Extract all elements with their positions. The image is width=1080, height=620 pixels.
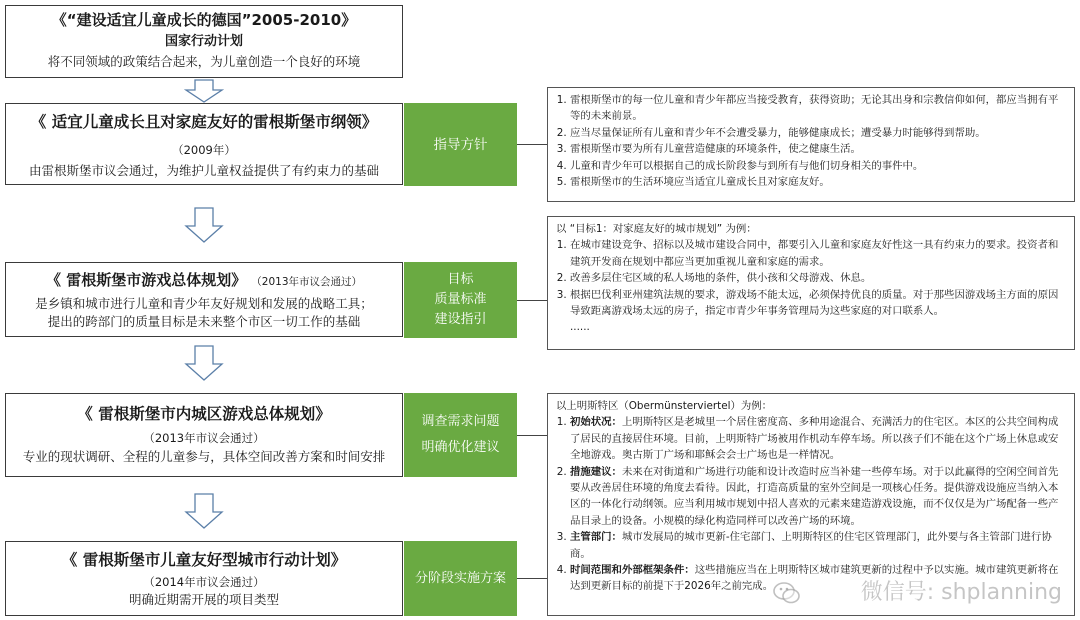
detail-ellipsis: ...... [570,321,590,334]
label-phased-implementation [404,541,517,616]
item-text: 上明斯特区是老城里一个居住密度高、多种用途混合、充满活力的住宅区。本区的公共空间构成了居民的直接居住环境。目前，上明斯特广场被用作机动车停车场。所以孩子们不能在这个广场上休息或安全地游戏。奥古斯丁广场和耶稣会会士广场也是一样情况。 [570,416,1059,462]
list-item [570,529,1066,562]
label-survey-suggestions [404,393,517,477]
down-arrow-icon [184,79,224,103]
goals-list [556,237,1066,319]
principles-list [556,92,1066,190]
down-arrow-icon [184,345,224,381]
label-text: 明确优化建议 [421,440,500,455]
detail-lead: 以 “目标1：对家庭友好的城市规划” 为例： [556,223,757,235]
list-item: 4. 儿童和青少年可以根据自己的成长阶段参与到所有与他们切身相关的事件中。 [570,158,1066,174]
item-key: 时间范围和外部框架条件： [570,564,695,577]
label-text: 指导方针 [433,136,488,153]
connector-line [517,435,547,436]
list-item: 3. 根据巴伐利亚州建筑法规的要求，游戏场不能太远，必须保持优良的质量。对于那些因游戏场主方面的原因导致距离游戏场太远的房子，指定市青少年事务管理局为这些家庭的对口联系人。 [570,287,1066,320]
down-arrow-icon [184,493,224,529]
label-text: 调查需求问题 [421,414,500,429]
label-text: 建设指引 [434,312,487,327]
list-item: 2. 应当尽量保证所有儿童和青少年不会遭受暴力，能够健康成长；遭受暴力时能够得到帮助。 [570,125,1066,141]
plan-description: 由雷根斯堡市议会通过，为维护儿童权益提供了有约束力的基础 [28,163,379,178]
connector-line [517,144,547,145]
item-key: 措施建议： [570,465,622,478]
plan-date: （2009年） [172,143,236,157]
list-item [570,464,1066,530]
plan-box-game-master [5,262,403,337]
list-item: 2. 改善多层住宅区域的私人场地的条件，供小孩和父母游戏、休息。 [570,270,1066,286]
plan-subtitle: 国家行动计划 [164,34,243,49]
list-item: 3. 雷根斯堡市要为所有儿童营造健康的环境条件，使之健康生活。 [570,141,1066,157]
plan-date: （2013年市议会通过） [143,431,265,445]
plan-title: 《 适宜儿童成长且对家庭友好的雷根斯堡市纲领》 [30,113,378,131]
plan-description: 专业的现状调研、全程的儿童参与，具体空间改善方案和时间安排 [22,449,386,464]
label-text: 目标 [447,272,474,287]
plan-date: （2014年市议会通过） [143,575,265,589]
item-key: 初始状况： [570,416,622,429]
plan-description: 将不同领域的政策结合起来，为儿童创造一个良好的环境 [47,54,361,69]
list-item [570,414,1066,463]
wechat-icon [772,580,802,606]
plan-box-program [5,103,403,185]
list-item: 1. 在城市建设竞争、招标以及城市建设合同中，都要引入儿童和家庭友好性这一具有约束力的要求。投资者和建筑开发商在规划中都应当更加重视儿童和家庭的需求。 [570,237,1066,270]
list-item: 5. 雷根斯堡市的生活环境应当适宜儿童成长且对家庭友好。 [570,174,1066,190]
down-arrow-icon [184,207,224,243]
obermuenster-list [556,414,1066,594]
plan-title: 《 雷根斯堡市内城区游戏总体规划》 [77,405,331,423]
label-guiding-principles [404,103,517,186]
detail-lead: 以上明斯特区（Obermünsterviertel）为例： [556,400,773,412]
watermark-text: 微信号: shplanning [860,580,1062,605]
item-text: 未来在对街道和广场进行功能和设计改造时应当补建一些停车场。对于以此赢得的空闲空间首先要从改善居住环境的角度去看待。因此，打造高质量的室外空间是一项核心任务。提供游戏设施应当纳入本区的一体化行动纲领。应当利用城市规划中招人喜欢的元素来建造游戏设施，而不仅仅是为广场配备一些产品目录上的设备。小规模的绿化构造同样可以改善广场的环境。 [570,465,1059,527]
plan-description: 明确近期需开展的项目类型 [128,592,279,607]
list-item: 1. 雷根斯堡市的每一位儿童和青少年都应当接受教育，获得资助；无论其出身和宗教信仰如何，都应当拥有平等的未来前景。 [570,92,1066,125]
label-text: 分阶段实施方案 [414,570,506,586]
plan-description: 是乡镇和城市进行儿童和青少年友好规划和发展的战略工具； [35,296,373,311]
plan-title: 《 雷根斯堡市游戏总体规划》 [45,271,247,289]
label-goals-standards [404,262,517,338]
plan-date: （2013年市议会通过） [251,276,363,288]
item-text: 城市发展局的城市更新-住宅部门、上明斯特区的住宅区管理部门，此外要与各主管部门进行协商。 [570,531,1052,560]
plan-description: 提出的跨部门的质量目标是未来整个市区一切工作的基础 [47,314,361,329]
plan-box-action-plan [5,541,403,616]
label-text: 质量标准 [434,292,487,307]
connector-line [517,578,547,579]
plan-title: 《 雷根斯堡市儿童友好型城市行动计划》 [61,551,347,569]
connector-line [517,300,547,301]
detail-box-principles [547,87,1075,202]
item-key: 主管部门： [570,531,622,544]
plan-box-national [5,5,403,78]
detail-box-goals [547,216,1075,350]
item-text: 这些措施应当在上明斯特区城市建筑更新的过程中予以实施。城市建筑更新将在达到更新目标的前提下于2026年之前完成。 [570,564,1059,593]
plan-box-inner-city [5,393,403,477]
plan-title: 《“建设适宜儿童成长的德国”2005-2010》 [51,11,357,29]
